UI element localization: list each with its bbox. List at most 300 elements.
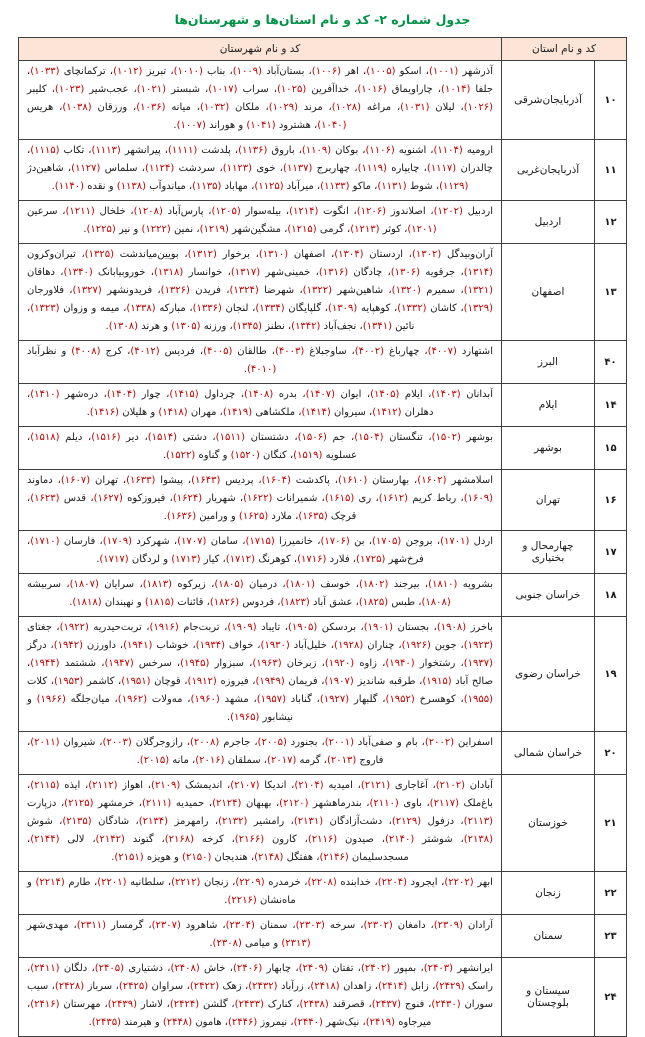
county-code: (۱۹۵۳) (54, 676, 84, 687)
county-code: (۱۰۰۹) (232, 66, 263, 77)
county-code: (۱۹۳۴) (195, 640, 225, 651)
county-code: (۱۰۲۶) (463, 102, 494, 113)
county-code: (۲۲۱۴) (35, 877, 65, 888)
county-code: (۲۴۰۲) (361, 963, 391, 974)
county-code: (۲۴۰۳) (423, 963, 454, 974)
county-code: (۱۴۱۲) (372, 407, 402, 418)
county-code: (۱۸۲۶) (209, 597, 240, 608)
county-code: (۱۶۳۳) (126, 475, 156, 486)
county-code: (۲۲۰۱) (97, 877, 127, 888)
county-code: (۱۵۱۸) (30, 432, 60, 443)
province-code: ۱۳ (595, 244, 627, 341)
province-row (19, 872, 627, 915)
county-code: (۲۰۱۱) (30, 737, 60, 748)
county-code: (۱۹۲۶) (401, 640, 431, 651)
county-code: (۲۴۱۴) (377, 981, 408, 992)
county-code: (۱۴۱۹) (222, 407, 253, 418)
province-row (19, 61, 627, 140)
county-code: (۲۴۱۱) (30, 963, 60, 974)
province-row (19, 915, 627, 958)
county-code: (۱۱۰۴) (433, 145, 463, 156)
county-code: (۱۴۰۳) (431, 389, 461, 400)
county-code: (۱۸۰۲) (359, 579, 389, 590)
county-code: (۲۳۱۱) (76, 920, 107, 931)
county-code: (۲۱۱۶) (307, 834, 338, 845)
header-row (19, 38, 627, 61)
county-code: (۱۲۲۲) (141, 224, 171, 235)
county-code: (۲۴۳۹) (107, 999, 137, 1010)
county-code: (۱۱۰۶) (365, 145, 395, 156)
county-code: (۲۴۰۵) (94, 963, 125, 974)
county-code: (۲۱۰۷) (230, 780, 260, 791)
county-code: (۲۴۴۶) (227, 1017, 258, 1028)
province-row (19, 427, 627, 470)
county-code: (۱۲۱۵) (287, 224, 317, 235)
county-code: (۲۱۴۸) (254, 852, 284, 863)
county-code: (۲۲۰۹) (235, 877, 265, 888)
county-code: (۱۶۲۴) (172, 493, 203, 504)
county-code: (۲۰۱۷) (267, 755, 297, 766)
province-name: چهارمحال و بختیاری (501, 531, 594, 574)
county-code: (۲۳۰۴) (225, 920, 255, 931)
county-code: (۱۱۳۳) (320, 181, 350, 192)
province-row (19, 617, 627, 732)
county-code: (۱۷۲۵) (356, 554, 386, 565)
county-code: (۲۰۰۵) (257, 737, 287, 748)
county-code: (۱۶۲۵) (238, 511, 269, 522)
county-code: (۱۸۱۸) (72, 597, 102, 608)
province-code: ۱۷ (595, 531, 627, 574)
county-code: (۱۰۳۲) (199, 102, 230, 113)
county-code: (۲۴۰۸) (170, 963, 200, 974)
county-code: (۴۰۰۸) (71, 346, 101, 357)
county-code: (۱۵۲۰) (230, 450, 260, 461)
province-row (19, 531, 627, 574)
county-code: (۲۱۳۴) (138, 816, 169, 827)
county-code: (۱۹۲۷) (319, 694, 350, 705)
county-code: (۲۱۳۱) (293, 816, 324, 827)
county-code: (۱۷۱۲) (225, 554, 256, 565)
county-code: (۱۵۱۶) (91, 432, 121, 443)
county-code: (۱۹۴۵) (180, 658, 210, 669)
province-code: ۴۰ (595, 341, 627, 384)
county-code: (۱۳۲۷) (72, 285, 102, 296)
county-list: آرادان (۲۳۰۹)، دامغان (۲۳۰۲)، سرخه (۲۳۰۳)، سمنان (۲۳۰۴)، شاهرود (۲۳۰۷)، گرمسار (۲۳۱۱)، مهدی‌شهر (۲۳۱۳) و میامی (۲۳۰۸). (19, 915, 502, 958)
county-code: (۲۳۰۷) (151, 920, 181, 931)
province-name: خراسان شمالی (501, 732, 594, 775)
county-code: (۴۰۰۳) (274, 346, 305, 357)
province-code: ۱۶ (595, 470, 627, 531)
province-row (19, 574, 627, 617)
county-code: (۱۴۰۸) (243, 389, 274, 400)
county-code: (۲۳۱۳) (281, 938, 311, 949)
county-code: (۲۴۳۸) (299, 999, 329, 1010)
county-code: (۲۱۳۵) (62, 816, 92, 827)
county-code: (۱۰۱۴) (441, 84, 471, 95)
table-body (19, 61, 627, 1037)
county-code: (۱۲۲۵) (86, 224, 116, 235)
county-code: (۲۴۱۹) (365, 1017, 396, 1028)
province-name: ایلام (501, 384, 594, 427)
county-code: (۱۹۵۱) (121, 676, 151, 687)
county-code: (۲۴۲۴) (169, 999, 200, 1010)
county-code: (۱۰۲۹) (268, 102, 298, 113)
province-name: خراسان رضوی (501, 617, 594, 732)
county-code: (۱۵۱۱) (215, 432, 245, 443)
county-code: (۱۹۰۵) (287, 622, 318, 633)
county-code: (۱۹۰۸) (436, 622, 467, 633)
county-code: (۱۱۱۱) (168, 145, 198, 156)
county-code: (۱۴۱۴) (301, 407, 331, 418)
county-code: (۱۳۳۶) (192, 303, 222, 314)
province-row (19, 140, 627, 201)
county-code: (۱۰۳۶) (136, 102, 166, 113)
county-code: (۱۹۶۵) (230, 712, 260, 723)
county-code: (۱۳۳۴) (255, 303, 285, 314)
county-code: (۱۶۲۷) (93, 493, 123, 504)
county-code: (۱۶۱۲) (378, 493, 408, 504)
province-name: البرز (501, 341, 594, 384)
county-list: اسفراین (۲۰۰۲)، بام و صفی‌آباد (۲۰۰۱)، بجنورد (۲۰۰۵)، جاجرم (۲۰۰۸)، رازوجرگلان (۲۰۰۳)، شیروان (۲۰۱۱)، فاروج (۲۰۱۳)، گرمه (۲۰۱۷)، سملقان (۲۰۱۶)، مانه (۲۰۱۵). (19, 732, 502, 775)
county-code: (۲۴۲۵) (118, 981, 149, 992)
county-code: (۲۴۴۰) (293, 1017, 323, 1028)
province-code: ۱۸ (595, 574, 627, 617)
province-row (19, 384, 627, 427)
county-code: (۲۰۰۱) (324, 737, 354, 748)
county-code: (۱۹۳۰) (260, 640, 290, 651)
county-code: (۲۰۰۳) (102, 737, 132, 748)
county-code: (۲۱۲۱) (360, 780, 391, 791)
county-code: (۱۵۰۴) (354, 432, 384, 443)
county-code: (۱۸۱۳) (142, 579, 173, 590)
county-code: (۱۹۱۶) (149, 622, 179, 633)
county-code: (۱۰۳۳) (30, 66, 60, 77)
county-code: (۲۰۰۸) (190, 737, 220, 748)
county-code: (۱۴۱۰) (30, 389, 60, 400)
county-list: ایرانشهر (۲۴۰۳)، بمپور (۲۴۰۲)، تفتان (۲۴۰۹)، چابهار (۲۴۰۶)، خاش (۲۴۰۸)، دشتیاری (۲۴۰۵)، دلگان (۲۴۱۱)، راسک (۲۴۲۹)، زابل (۲۴۱۴)، زاهدان (۲۴۱۸)، زرآباد (۲۴۳۲)، زهک (۲۴۲۲)، سراوان (۲۴۲۵)، سرباز (۲۴۲۸)، سیب سوران (۲۴۳۰)، فنوج (۲۴۳۷)، قصرقند (۲۴۳۸)، کنارک (۲۴۳۳)، گلشن (۲۴۲۴)، لاشار (۲۴۳۹)، مهرستان (۲۴۱۶)، میرجاوه (۲۴۱۹)، نیک‌شهر (۲۴۴۰)، نیمروز (۲۴۴۶)، هامون (۲۴۴۸) و هیرمند (۲۴۳۵). (19, 958, 502, 1037)
county-code: (۱۸۰۵) (214, 579, 244, 590)
county-code: (۲۴۱۶) (30, 999, 60, 1010)
county-code: (۱۳۱۰) (258, 249, 289, 260)
province-name: اصفهان (501, 244, 594, 341)
province-row (19, 244, 627, 341)
county-code: (۱۱۱۹) (357, 163, 387, 174)
county-code: (۱۳۰۴) (334, 249, 364, 260)
county-code: (۱۹۲۲) (59, 622, 89, 633)
county-code: (۱۰۲۳) (54, 84, 85, 95)
county-code: (۱۴۱۶) (89, 407, 120, 418)
county-code: (۱۳۴۵) (232, 321, 263, 332)
county-code: (۲۴۲۲) (189, 981, 220, 992)
county-code: (۱۱۲۷) (71, 163, 101, 174)
province-row (19, 732, 627, 775)
county-code: (۴۰۰۲) (354, 346, 385, 357)
county-code: (۱۷۱۵) (245, 536, 275, 547)
county-code: (۱۰۴۰) (317, 120, 347, 131)
county-code: (۱۰۳۱) (400, 102, 430, 113)
county-code: (۲۱۱۷) (429, 798, 459, 809)
province-name: اردبیل (501, 201, 594, 244)
province-row (19, 341, 627, 384)
county-list: بشرویه (۱۸۱۰)، بیرجند (۱۸۰۲)، خوسف (۱۸۰۱)، درمیان (۱۸۰۵)، زیرکوه (۱۸۱۳)، سرایان (۱۸۰۷)، سربیشه (۱۸۰۸)، طبس (۱۸۲۵)، عشق آباد (۱۸۲۳)، فردوس (۱۸۲۶)، قائنات (۱۸۱۵) و نهبندان (۱۸۱۸). (19, 574, 502, 617)
county-code: (۱۶۲۳) (30, 493, 60, 504)
county-code: (۱۱۳۱) (377, 181, 407, 192)
county-code: (۱۲۰۲) (433, 206, 463, 217)
county-code: (۱۹۱۵) (422, 676, 452, 687)
county-code: (۱۵۱۹) (293, 450, 323, 461)
county-code: (۱۴۰۴) (106, 389, 137, 400)
county-code: (۲۱۴۶) (319, 852, 349, 863)
county-code: (۱۷۰۱) (440, 536, 470, 547)
county-code: (۱۹۲۸) (334, 640, 364, 651)
county-code: (۲۰۱۳) (326, 755, 357, 766)
county-code: (۲۱۱۳) (463, 816, 493, 827)
county-code: (۲۴۳۷) (371, 999, 401, 1010)
county-code: (۱۱۲۵) (254, 181, 284, 192)
county-code: (۲۱۱۱) (141, 798, 172, 809)
province-code: ۲۱ (595, 775, 627, 872)
county-code: (۲۴۱۸) (310, 981, 340, 992)
county-code: (۱۳۲۱) (463, 285, 493, 296)
county-code: (۲۲۰۸) (307, 877, 337, 888)
county-code: (۱۶۳۵) (298, 511, 328, 522)
county-code: (۱۱۳۷) (283, 163, 313, 174)
county-code: (۲۱۶۶) (234, 834, 265, 845)
county-code: (۱۷۰۶) (320, 536, 350, 547)
county-code: (۲۱۵۱) (114, 852, 144, 863)
province-name: سمنان (501, 915, 594, 958)
county-code: (۱۶۱۰) (337, 475, 368, 486)
county-code: (۱۴۰۷) (305, 389, 335, 400)
county-code: (۲۴۰۶) (233, 963, 263, 974)
county-code: (۱۹۱۲) (187, 676, 217, 687)
province-name: خوزستان (501, 775, 594, 872)
county-code: (۱۳۰۹) (328, 303, 358, 314)
county-code: (۱۰۰۱) (428, 66, 459, 77)
county-code: (۱۹۶۰) (190, 694, 220, 705)
province-row (19, 470, 627, 531)
county-code: (۱۰۳۸) (62, 102, 92, 113)
county-code: (۱۱۳۶) (238, 145, 268, 156)
county-code: (۲۳۰۹) (433, 920, 464, 931)
county-code: (۲۴۳۲) (248, 981, 278, 992)
province-code: ۲۰ (595, 732, 627, 775)
county-code: (۱۳۴۰) (63, 267, 93, 278)
province-name: سیستان و بلوچستان (501, 958, 594, 1037)
county-code: (۱۳۲۰) (391, 285, 421, 296)
county-code: (۲۱۲۴) (212, 798, 242, 809)
county-code: (۲۰۱۶) (195, 755, 225, 766)
county-code: (۱۸۲۵) (358, 597, 389, 608)
county-code: (۱۹۵۷) (256, 694, 287, 705)
county-code: (۲۱۴۲) (95, 834, 125, 845)
county-code: (۲۲۰۲) (444, 877, 474, 888)
county-list: آبادان (۲۱۰۲)، آغاجاری (۲۱۲۱)، امیدیه (۲۱۰۴)، اندیکا (۲۱۰۷)، اندیمشک (۲۱۰۹)، اهواز (۲۱۱۲)، ایذه (۲۱۱۵)، باغ‌ملک (۲۱۱۷)، باوی (۲۱۱۰)، بندرماهشهر (۲۱۲۰)، بهبهان (۲۱۲۴)، حمیدیه (۲۱۱۱)، خرمشهر (۲۱۲۵)، دزپارت (۲۱۱۳)، دزفول (۲۱۲۹)، دشت‌آزادگان (۲۱۳۱)، رامشیر (۲۱۳۲)، رامهرمز (۲۱۳۴)، شادگان (۲۱۳۵)، شوش (۲۱۳۸)، شوشتر (۲۱۴۰)، صیدون (۲۱۱۶)، کارون (۲۱۶۶)، کرخه (۲۱۶۸)، گتوند (۲۱۴۲)، لالی (۲۱۴۴)، مسجدسلیمان (۲۱۴۶)، هفتگل (۲۱۴۸)، هندیجان (۲۱۵۰) و هویزه (۲۱۵۱). (19, 775, 502, 872)
county-code: (۱۲۰۵) (211, 206, 241, 217)
county-code: (۱۲۱۹) (199, 224, 229, 235)
county-code: (۱۵۲۲) (166, 450, 196, 461)
county-list: آذرشهر (۱۰۰۱)، اسکو (۱۰۰۵)، اهر (۱۰۰۶)، بستان‌آباد (۱۰۰۹)، بناب (۱۰۱۰)، تبریز (۱۰۱۲)، ترکمانچای (۱۰۳۳)، جلفا (۱۰۱۴)، چاراویماق (۱۰۱۶)، خداآفرین (۱۰۲۵)، سراب (۱۰۱۷)، شبستر (۱۰۲۱)، عجب‌شیر (۱۰۲۳)، کلیبر (۱۰۲۶)، لیلان (۱۰۳۱)، مراغه (۱۰۲۸)، مرند (۱۰۲۹)، ملکان (۱۰۳۲)، میانه (۱۰۳۶)، ورزقان (۱۰۳۸)، هریس (۱۰۴۰)، هشترود (۱۰۴۱) و هوراند (۱۰۰۷). (19, 61, 502, 140)
county-code: (۲۱۱۲) (88, 780, 118, 791)
county-code: (۱۹۶۲) (117, 694, 148, 705)
county-code: (۲۳۰۳) (295, 920, 325, 931)
county-code: (۱۳۱۶) (318, 267, 349, 278)
county-list: اسلامشهر (۱۶۰۲)، بهارستان (۱۶۱۰)، پاکدشت (۱۶۰۴)، پردیس (۱۶۴۳)، پیشوا (۱۶۳۳)، تهران (۱۶۰۷)، دماوند (۱۶۰۹)، رباط کریم (۱۶۱۲)، ری (۱۶۱۵)، شمیرانات (۱۶۲۲)، شهریار (۱۶۲۴)، فیروزکوه (۱۶۲۷)، قدس (۱۶۲۳)، قرچک (۱۶۳۵)، ملارد (۱۶۲۵) و ورامین (۱۶۳۶). (19, 470, 502, 531)
county-code: (۲۴۴۸) (162, 1017, 193, 1028)
county-code: (۱۹۶۳) (252, 658, 282, 669)
county-code: (۱۳۲۴) (229, 285, 259, 296)
county-list: آران‌وبیدگل (۱۳۰۲)، اردستان (۱۳۰۴)، اصفهان (۱۳۱۰)، برخوار (۱۳۱۲)، بویین‌میاندشت (۱۳۲۵)، تیران‌وکرون (۱۳۱۴)، جرقویه (۱۳۰۶)، چادگان (۱۳۱۶)، خمینی‌شهر (۱۳۱۷)، خوانسار (۱۳۱۸)، خوروبیابانک (۱۳۴۰)، دهاقان (۱۳۲۱)، سمیرم (۱۳۲۰)، شاهین‌شهر (۱۳۲۲)، شهرضا (۱۳۲۴)، فریدن (۱۳۲۶)، فریدونشهر (۱۳۲۷)، فلاورجان (۱۳۲۹)، کاشان (۱۳۳۲)، کوهپایه (۱۳۰۹)، گلپایگان (۱۳۳۴)، لنجان (۱۳۳۶)، مبارکه (۱۳۳۸)، میمه و وزوان (۱۳۲۳)، نائین (۱۳۴۱)، نجف‌آباد (۱۳۴۲)، نطنز (۱۳۴۵)، ورزنه (۱۳۰۵) و هرند (۱۳۰۸). (19, 244, 502, 341)
county-code: (۱۱۲۳) (222, 163, 253, 174)
county-code: (۱۷۱۳) (171, 554, 201, 565)
county-code: (۱۱۳۸) (116, 181, 147, 192)
county-code: (۱۳۱۲) (187, 249, 217, 260)
county-code: (۱۷۱۷) (99, 554, 129, 565)
province-code: ۱۴ (595, 384, 627, 427)
county-code: (۲۲۱۲) (171, 877, 201, 888)
county-code: (۲۴۰۹) (298, 963, 328, 974)
county-code: (۱۰۱۷) (208, 84, 238, 95)
county-code: (۱۴۱۸) (158, 407, 188, 418)
county-code: (۲۱۰۴) (294, 780, 324, 791)
county-code: (۲۱۵۰) (182, 852, 212, 863)
county-code: (۱۳۲۲) (302, 285, 332, 296)
county-code: (۱۹۰۷) (324, 676, 354, 687)
county-code: (۲۳۰۸) (212, 938, 242, 949)
county-code: (۲۰۱۵) (139, 755, 170, 766)
county-code: (۲۱۲۹) (391, 816, 422, 827)
county-code: (۱۰۲۸) (331, 102, 362, 113)
county-code: (۱۷۰۷) (177, 536, 207, 547)
county-code: (۱۷۱۰) (30, 536, 60, 547)
province-code: ۲۴ (595, 958, 627, 1037)
county-code: (۱۳۱۴) (463, 267, 493, 278)
county-code: (۱۱۲۴) (145, 163, 175, 174)
county-code: (۱۲۰۶) (356, 206, 386, 217)
county-code: (۱۳۰۸) (108, 321, 139, 332)
county-code: (۱۹۳۷) (463, 658, 493, 669)
county-code: (۱۳۴۱) (362, 321, 392, 332)
county-list: آبدانان (۱۴۰۳)، ایلام (۱۴۰۵)، ایوان (۱۴۰۷)، بدره (۱۴۰۸)، چرداول (۱۴۱۵)، چوار (۱۴۰۴)، دره‌شهر (۱۴۱۰)، دهلران (۱۴۱۲)، سیروان (۱۴۱۴)، ملکشاهی (۱۴۱۹)، مهران (۱۴۱۸) و هلیلان (۱۴۱۶). (19, 384, 502, 427)
county-code: (۱۶۰۴) (261, 475, 291, 486)
county-code: (۱۱۲۹) (439, 181, 469, 192)
county-list: باخرز (۱۹۰۸)، بجستان (۱۹۰۱)، بردسکن (۱۹۰۵)، تایباد (۱۹۰۹)، تربت‌جام (۱۹۱۶)، تربت‌حیدریه (۱۹۲۲)، جغتای (۱۹۲۳)، جوین (۱۹۲۶)، چناران (۱۹۲۸)، خلیل‌آباد (۱۹۳۰)، خواف (۱۹۳۴)، خوشاب (۱۹۴۱)، داورزن (۱۹۴۲)، درگز (۱۹۳۷)، رشتخوار (۱۹۴۰)، زاوه (۱۹۲۰)، زبرخان (۱۹۶۳)، سبزوار (۱۹۴۵)، سرخس (۱۹۴۷)، ششتمد (۱۹۴۴)، صالح آباد (۱۹۱۵)، طرقبه شاندیز (۱۹۰۷)، فریمان (۱۹۴۹)، فیروزه (۱۹۱۲)، قوچان (۱۹۵۱)، کاشمر (۱۹۵۳)، کلات (۱۹۵۵)، کوهسرخ (۱۹۵۲)، گلبهار (۱۹۲۷)، گناباد (۱۹۵۷)، مشهد (۱۹۶۰)، مه‌ولات (۱۹۶۲)، میان‌جلگه (۱۹۶۶) و نیشابور (۱۹۶۵). (19, 617, 502, 732)
page-title: جدول شماره ۲- کد و نام استان‌ها و شهرستان‌ها (174, 12, 471, 27)
county-code: (۱۳۱۸) (154, 267, 184, 278)
county-code: (۱۵۰۶) (297, 432, 327, 443)
county-code: (۱۳۲۳) (30, 303, 60, 314)
county-code: (۲۱۰۲) (435, 780, 466, 791)
county-list: ارومیه (۱۱۰۴)، اشنویه (۱۱۰۶)، بوکان (۱۱۰۹)، باروق (۱۱۳۶)، پلدشت (۱۱۱۱)، پیرانشهر (۱۱۱۳)، تکاب (۱۱۱۵)، چالدران (۱۱۱۷)، چایپاره (۱۱۱۹)، چهاربرج (۱۱۳۷)، خوی (۱۱۲۳)، سردشت (۱۱۲۴)، سلماس (۱۱۲۷)، شاهین‌دژ (۱۱۲۹)، شوط (۱۱۳۱)، ماکو (۱۱۳۳)، میرآباد (۱۱۲۵)، مهاباد (۱۱۳۵)، میاندوآب (۱۱۳۸) و نقده (۱۱۴۰). (19, 140, 502, 201)
county-code: (۱۷۰۹) (102, 536, 133, 547)
county-column-header: کد و نام شهرستان (19, 38, 502, 61)
county-code: (۱۳۲۶) (160, 285, 190, 296)
county-code: (۱۹۵۲) (385, 694, 415, 705)
province-code: ۱۵ (595, 427, 627, 470)
county-code: (۴۰۱۰) (246, 364, 277, 375)
county-code: (۱۹۲۰) (324, 658, 355, 669)
county-code: (۱۷۱۶) (297, 554, 327, 565)
county-code: (۱۹۴۴) (30, 658, 60, 669)
county-list: اردبیل (۱۲۰۲)، اصلاندوز (۱۲۰۶)، انگوت (۱۲۱۴)، بیله‌سوار (۱۲۰۵)، پارس‌آباد (۱۲۰۸)، خلخال (۱۲۱۱)، سرعین (۱۲۰۱)، کوثر (۱۲۱۳)، گرمی (۱۲۱۵)، مشگین‌شهر (۱۲۱۹)، نمین (۱۲۲۲) و نیر (۱۲۲۵). (19, 201, 502, 244)
province-code: ۱۱ (595, 140, 627, 201)
county-code: (۱۳۲۹) (463, 303, 493, 314)
province-name: خراسان جنوبی (501, 574, 594, 617)
county-code: (۲۳۰۲) (363, 920, 393, 931)
province-name: تهران (501, 470, 594, 531)
county-code: (۱۴۱۵) (169, 389, 199, 400)
county-code: (۴۰۰۵) (203, 346, 233, 357)
county-code: (۱۱۳۵) (192, 181, 222, 192)
county-code: (۲۴۳۵) (91, 1017, 122, 1028)
county-code: (۲۱۰۹) (151, 780, 181, 791)
county-code: (۱۱۱۳) (91, 145, 121, 156)
county-code: (۱۷۰۵) (372, 536, 402, 547)
county-code: (۱۸۱۰) (428, 579, 458, 590)
county-code: (۱۳۰۶) (390, 267, 421, 278)
county-code: (۱۲۰۸) (133, 206, 163, 217)
county-code: (۲۱۳۸) (463, 834, 493, 845)
county-code: (۱۳۰۲) (412, 249, 442, 260)
county-code: (۲۱۱۰) (369, 798, 399, 809)
county-list: ابهر (۲۲۰۲)، ایجرود (۲۲۰۴)، خدابنده (۲۲۰۸)، خرمدره (۲۲۰۹)، زنجان (۲۲۱۲)، سلطانیه (۲۲۰۱)، طارم (۲۲۱۴) و ماه‌نشان (۲۲۱۶). (19, 872, 502, 915)
county-code: (۱۲۰۱) (407, 224, 437, 235)
county-code: (۱۳۴۲) (291, 321, 321, 332)
province-column-header: کد و نام استان (501, 38, 626, 61)
county-code: (۲۰۰۲) (424, 737, 455, 748)
county-code: (۲۴۲۸) (54, 981, 85, 992)
province-code: ۲۳ (595, 915, 627, 958)
county-code: (۱۰۰۶) (311, 66, 342, 77)
county-code: (۲۱۳۲) (218, 816, 248, 827)
province-row (19, 775, 627, 872)
county-code: (۱۶۲۲) (243, 493, 273, 504)
county-code: (۱۸۰۷) (69, 579, 99, 590)
county-code: (۲۱۲۵) (64, 798, 94, 809)
county-code: (۱۴۰۵) (370, 389, 400, 400)
province-name: آذربایجان‌شرقی (501, 61, 594, 140)
county-code: (۲۴۲۹) (435, 981, 465, 992)
county-list: اردل (۱۷۰۱)، بروجن (۱۷۰۵)، بن (۱۷۰۶)، خانمیرزا (۱۷۱۵)، سامان (۱۷۰۷)، شهرکرد (۱۷۰۹)، فارسان (۱۷۱۰)، فرخ‌شهر (۱۷۲۵)، فلارد (۱۷۱۶)، کوهرنگ (۱۷۱۲)، کیار (۱۷۱۳) و لردگان (۱۷۱۷). (19, 531, 502, 574)
province-name: زنجان (501, 872, 594, 915)
county-code: (۲۱۱۵) (30, 780, 60, 791)
county-code: (۱۸۱۵) (144, 597, 175, 608)
county-code: (۱۹۶۶) (36, 694, 66, 705)
county-code: (۲۱۶۸) (164, 834, 195, 845)
county-code: (۱۳۳۸) (126, 303, 156, 314)
county-code: (۱۰۲۵) (277, 84, 307, 95)
county-code: (۱۵۱۴) (147, 432, 178, 443)
county-code: (۱۰۰۷) (176, 120, 206, 131)
county-code: (۱۹۴۰) (385, 658, 415, 669)
county-code: (۱۲۱۱) (65, 206, 95, 217)
county-code: (۲۴۳۳) (234, 999, 264, 1010)
province-code: ۱۰ (595, 61, 627, 140)
county-code: (۱۳۲۵) (84, 249, 114, 260)
county-code: (۱۸۰۱) (285, 579, 315, 590)
province-name: آذربایجان‌غربی (501, 140, 594, 201)
county-code: (۱۲۱۳) (350, 224, 380, 235)
province-row (19, 958, 627, 1037)
county-code: (۱۶۴۳) (191, 475, 221, 486)
county-code: (۴۰۱۲) (130, 346, 160, 357)
county-code: (۱۸۰۸) (421, 597, 451, 608)
county-code: (۱۱۰۹) (301, 145, 332, 156)
county-code: (۱۹۴۲) (53, 640, 83, 651)
county-code: (۱۰۱۶) (357, 84, 387, 95)
county-code: (۱۰۱۰) (173, 66, 203, 77)
county-code: (۱۹۰۹) (227, 622, 257, 633)
